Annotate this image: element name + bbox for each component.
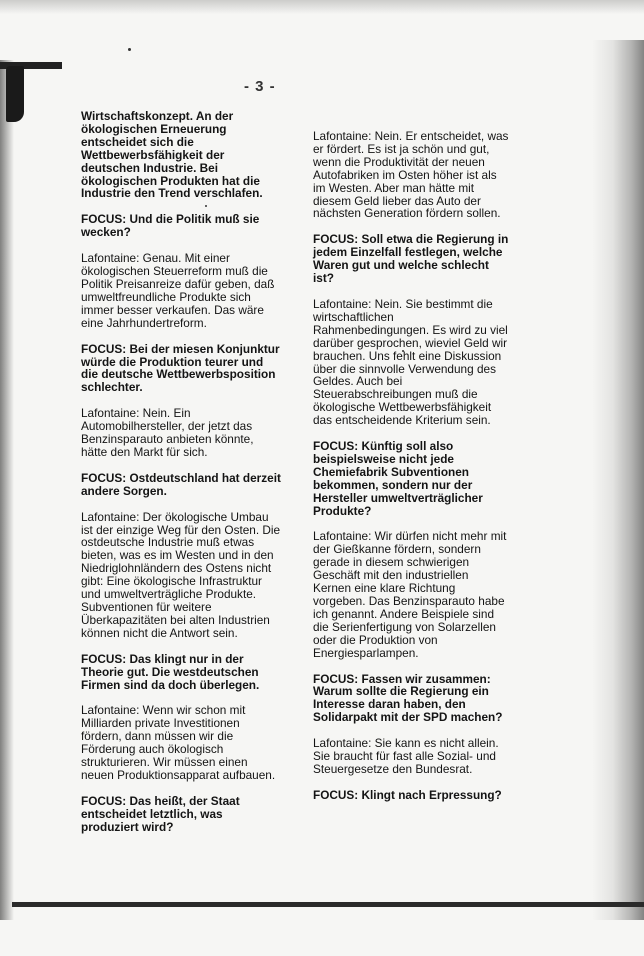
focus-question: FOCUS: Soll etwa die Regierung in jedem Einzelfall festlegen, welche Waren gut und welche schlecht ist?: [313, 232, 509, 286]
focus-question: FOCUS: Künftig soll also beispielsweise nicht jede Chemiefabrik Subventionen bekommen, sondern nur der Hersteller umweltverträglicher Produkte?: [313, 439, 483, 518]
page-number: - 3 -: [244, 78, 276, 95]
focus-question: FOCUS: Ostdeutschland hat derzeit andere Sorgen.: [81, 470, 281, 498]
lafontaine-answer: Lafontaine: Sie kann es nicht allein. Sie braucht für fast alle Sozial- und Steuergesetze den Bundesrat.: [313, 736, 499, 776]
scan-right-edge: [592, 40, 644, 920]
lafontaine-answer: Lafontaine: Der ökologische Umbau ist der einzige Weg für den Osten. Die ostdeutsche Industrie muß etwas bieten, was es im Westen und in den Niedriglohnländern des Ostens nicht gibt: Eine ökologische Infrastruktur und umweltverträgliche Produkte. Subventionen für weitere Überkapazitäten bei alten Industrien können nicht die Antwort sein.: [81, 509, 281, 640]
scan-top-shadow: [0, 0, 644, 14]
scan-ink-blot: [6, 66, 24, 122]
lafontaine-answer: Lafontaine: Genau. Mit einer ökologischen Steuerreform muß die Politik Preisanreize dafür geben, daß umweltfreundliche Produkte sich immer besser verkaufen. Das wäre eine Jahrhundertreform.: [81, 251, 275, 330]
lafontaine-answer: Lafontaine: Nein. Er entscheidet, was er fördert. Es ist ja schön und gut, wenn die Produktivität der neuen Autofabriken im Osten höher ist als im Westen. Aber man hätte mit diesem Geld lieber das Auto der nächsten Generation fördern sollen.: [313, 129, 509, 221]
lafontaine-answer: Lafontaine: Nein. Ein Automobilhersteller, der jetzt das Benzinsparauto anbieten könnte, hätte den Markt für sich.: [81, 406, 254, 459]
lafontaine-answer: Lafontaine: Nein. Sie bestimmt die wirtschaftlichen Rahmenbedingungen. Es wird zu viel darüber gesprochen, wieviel Geld wir brauchen. Uns fehlt eine Diskussion über die sinnvolle Verwendung des Geldes. Auch bei Steuerabschreibungen muß die ökologische Wettbewerbsfähigkeit das entscheidende Kriterium sein.: [313, 296, 508, 428]
focus-question: FOCUS: Bei der miesen Konjunktur würde die Produktion teurer und die deutsche Wettbewerbsposition schlechter.: [81, 341, 280, 395]
focus-question: FOCUS: Klingt nach Erpressung?: [313, 787, 502, 802]
interview-paragraph: Wirtschaftskonzept. An der ökologischen Erneuerung entscheidet sich die Wettbewerbsfähigkeit der deutschen Industrie. Bei ökologischen Produkten hat die Industrie den Trend verschlafen.: [81, 109, 263, 201]
lafontaine-answer: Lafontaine: Wenn wir schon mit Milliarden private Investitionen fördern, dann müssen wir die Förderung auch ökologisch strukturieren. Wir müssen einen neuen Produktionsapparat aufbauen.: [81, 703, 276, 782]
left-column: [81, 110, 281, 847]
scan-left-edge: [0, 60, 14, 920]
scan-speck: [128, 48, 131, 51]
focus-question: FOCUS: Und die Politik muß sie wecken?: [81, 212, 260, 240]
lafontaine-answer: Lafontaine: Wir dürfen nicht mehr mit der Gießkanne fördern, sondern gerade in diesem schwierigen Geschäft mit den industriellen Kernen eine klare Richtung vorgeben. Das Benzinsparauto habe ich genannt. Andere Beispiele sind die Serienfertigung von Solarzellen oder die Produktion von Energiesparlampen.: [313, 529, 507, 660]
focus-question: FOCUS: Das klingt nur in der Theorie gut. Die westdeutschen Firmen sind da doch überlegen.: [81, 651, 260, 692]
scan-bottom-edge: [12, 902, 644, 907]
focus-question: FOCUS: Das heißt, der Staat entscheidet letztlich, was produziert wird?: [81, 793, 240, 834]
right-column: [313, 130, 509, 815]
focus-question: FOCUS: Fassen wir zusammen: Warum sollte die Regierung ein Interesse daran haben, den Solidarpakt mit der SPD machen?: [313, 671, 503, 725]
